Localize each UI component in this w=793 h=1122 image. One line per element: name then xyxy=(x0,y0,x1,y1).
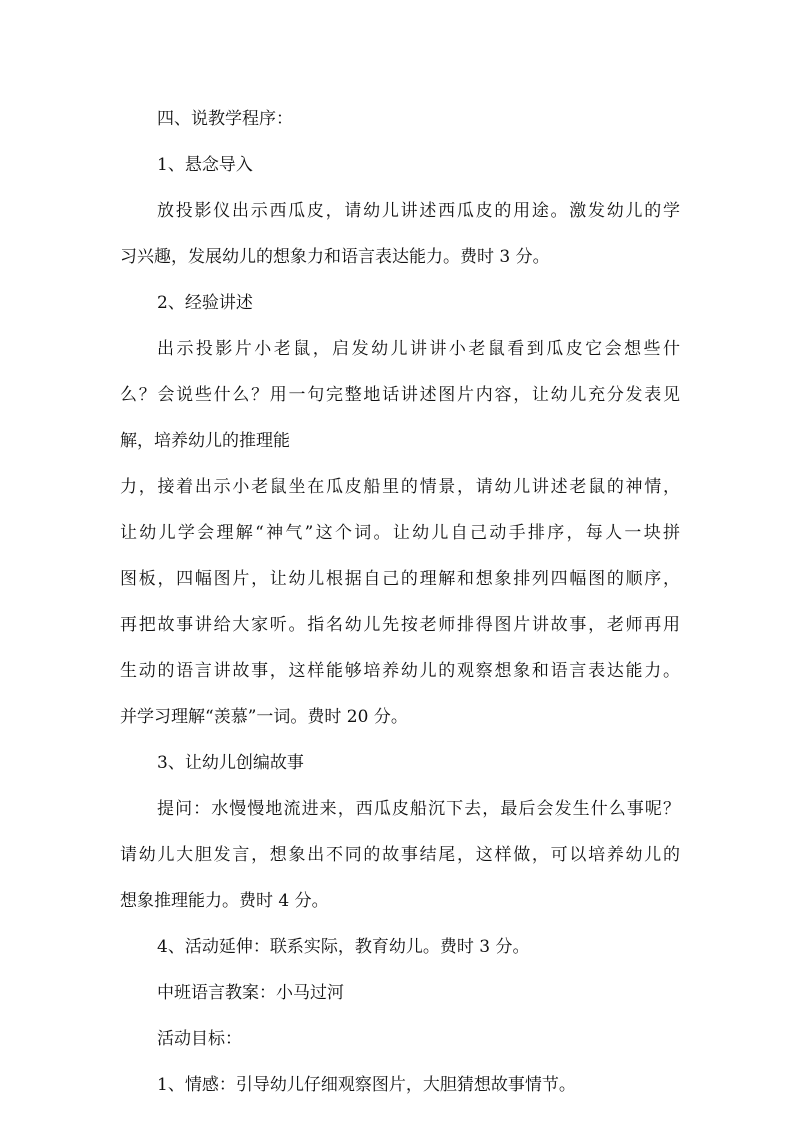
paragraph-line: 放投影仪出示西瓜皮，请幼儿讲述西瓜皮的用途。激发幼儿的学 xyxy=(157,201,680,221)
document-body xyxy=(120,96,680,1108)
paragraph-line: 再把故事讲给大家听。指名幼儿先按老师排得图片讲故事，老师再用 xyxy=(120,615,680,635)
lesson-title: 中班语言教案：小马过河 xyxy=(157,983,344,1003)
step-heading: 4、活动延伸：联系实际，教育幼儿。费时 3 分。 xyxy=(157,937,530,957)
paragraph-line: 请幼儿大胆发言，想象出不同的故事结尾，这样做，可以培养幼儿的 xyxy=(120,845,680,865)
step-heading: 2、经验讲述 xyxy=(157,293,253,313)
paragraph-line: 并学习理解“羡慕”一词。费时 20 分。 xyxy=(120,707,408,727)
objectives-heading: 活动目标： xyxy=(157,1029,242,1049)
paragraph-line: 力，接着出示小老鼠坐在瓜皮船里的情景，请幼儿讲述老鼠的神情， xyxy=(120,477,680,497)
paragraph-line: 么？会说些什么？用一句完整地话讲述图片内容，让幼儿充分发表见 xyxy=(120,385,680,405)
paragraph-line: 想象推理能力。费时 4 分。 xyxy=(120,891,329,911)
step-heading: 3、让幼儿创编故事 xyxy=(157,753,304,773)
paragraph-line: 生动的语言讲故事，这样能够培养幼儿的观察想象和语言表达能力。 xyxy=(120,661,680,681)
paragraph-line: 提问：水慢慢地流进来，西瓜皮船沉下去，最后会发生什么事呢？ xyxy=(157,799,680,819)
objective-item: 1、情感：引导幼儿仔细观察图片，大胆猜想故事情节。 xyxy=(157,1075,576,1095)
paragraph-line: 图板，四幅图片，让幼儿根据自己的理解和想象排列四幅图的顺序， xyxy=(120,569,680,589)
paragraph-line: 习兴趣，发展幼儿的想象力和语言表达能力。费时 3 分。 xyxy=(120,247,550,267)
paragraph-line: 解，培养幼儿的推理能 xyxy=(120,431,290,451)
paragraph-line: 出示投影片小老鼠，启发幼儿讲讲小老鼠看到瓜皮它会想些什 xyxy=(157,339,680,359)
step-heading: 1、悬念导入 xyxy=(157,155,253,175)
section-heading: 四、说教学程序： xyxy=(157,109,293,129)
paragraph-line: 让幼儿学会理解“神气”这个词。让幼儿自己动手排序，每人一块拼 xyxy=(120,523,680,543)
